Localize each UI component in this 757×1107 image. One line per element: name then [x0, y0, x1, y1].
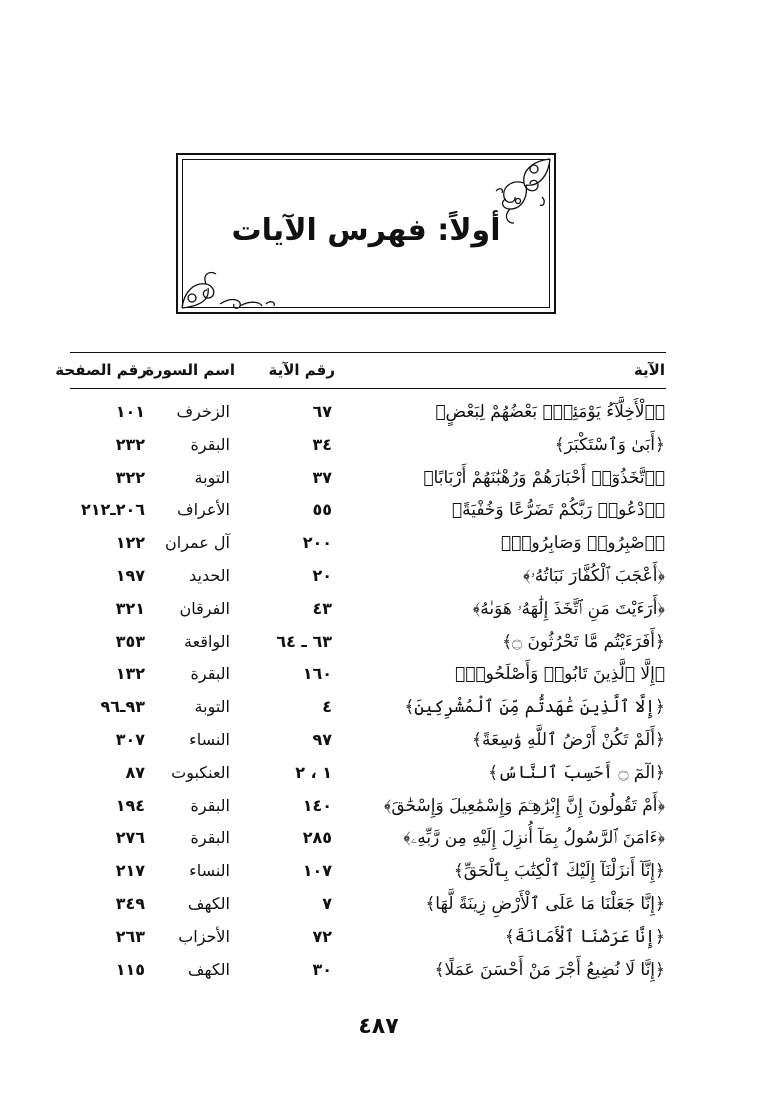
page-number: ٤٨٧ [358, 1014, 399, 1039]
surah-name: آل عمران [165, 533, 230, 553]
ayah-number: ٩٧ [312, 729, 332, 749]
ayah-text: ﴿إِلَّا ٱلَّذِينَ تَابُوا۟ وَأَصْلَحُوا۟﴾ [455, 664, 665, 685]
ayah-text: ﴿إِلَّا ٱلَّذِينَ عَٰهَدتُّم مِّنَ ٱلْمُشْرِكِينَ﴾ [404, 697, 665, 718]
table-row [0, 593, 757, 626]
surah-name: التوبة [194, 697, 230, 717]
table-row [0, 757, 757, 790]
surah-name: الأحزاب [178, 926, 230, 946]
ayah-text: ﴿إِنَّا لَا نُضِيعُ أَجْرَ مَنْ أَحْسَنَ عَمَلًا﴾ [434, 959, 665, 980]
ayah-text: ﴿ٱلْأَخِلَّآءُ يَوْمَئِذٍۭ بَعْضُهُمْ لِبَعْضٍ﴾ [435, 402, 665, 422]
ayah-text: ﴿أَلَمْ تَكُنْ أَرْضُ ٱللَّهِ وَٰسِعَةً﴾ [472, 729, 665, 750]
ayah-text: ﴿ٱصْبِرُوا۟ وَصَابِرُوا۟﴾ [500, 533, 665, 554]
ayah-number: ١٦٠ [302, 664, 332, 684]
title-frame [176, 153, 556, 314]
ayah-text: ﴿إِنَّآ أَنزَلْنَآ إِلَيْكَ ٱلْكِتَٰبَ بِٱلْحَقِّ﴾ [453, 861, 665, 882]
surah-name: البقرة [190, 795, 230, 815]
surah-name: الحديد [189, 565, 230, 585]
surah-name: النساء [189, 729, 230, 749]
surah-name: الواقعة [184, 631, 230, 651]
surah-name: الفرقان [179, 598, 230, 618]
page-ref: ٣٢٢ [115, 467, 145, 487]
ayah-text: ﴿ءَامَنَ ٱلرَّسُولُ بِمَآ أُنزِلَ إِلَيْهِ مِن رَّبِّهِۦ﴾ [403, 828, 665, 849]
table-row [0, 822, 757, 855]
ayah-number: ٣٧ [312, 467, 332, 487]
surah-name: البقرة [190, 664, 230, 684]
page-ref: ٢٣٢ [115, 434, 145, 454]
page-ref: ١٩٧ [115, 565, 145, 585]
page-ref: ٣٥٣ [115, 631, 145, 651]
page-ref: ١٠١ [115, 402, 145, 421]
page-ref: ٢٠٦ـ٢١٢ [80, 500, 145, 520]
page-ref: ١١٥ [115, 959, 145, 979]
table-row [0, 560, 757, 593]
table-row [0, 396, 757, 429]
table-header-rule [70, 388, 666, 389]
ayah-number: ٢٠٠ [302, 533, 332, 553]
surah-name: البقرة [190, 434, 230, 454]
ayah-text: ﴿إِنَّا جَعَلْنَا مَا عَلَى ٱلْأَرْضِ زِينَةً لَّهَا﴾ [425, 893, 665, 914]
surah-name: الزخرف [176, 402, 230, 421]
surah-name: الكهف [187, 959, 230, 979]
ayah-number: ١ ، ٢ [295, 762, 332, 782]
page-ref: ١٣٢ [115, 664, 145, 684]
page-ref: ٢٧٦ [115, 828, 145, 848]
ayah-number: ٤٣ [312, 598, 332, 618]
ayah-text: ﴿أَرَءَيْتَ مَنِ ٱتَّخَذَ إِلَٰهَهُۥ هَوَىٰهُ﴾ [472, 598, 665, 619]
table-row [0, 790, 757, 823]
table-row [0, 626, 757, 659]
page-ref: ٣٢١ [115, 598, 145, 618]
ayah-text: ﴿أَفَرَءَيْتُم مَّا تَحْرُثُونَ ۝﴾ [502, 631, 665, 652]
ayah-text: ﴿إِنَّا عَرَضْنَا ٱلْأَمَانَةَ﴾ [504, 926, 665, 947]
column-header-surah: اسم السورة [145, 361, 235, 379]
surah-name: البقرة [190, 828, 230, 848]
ayah-number: ٣٤ [312, 434, 332, 454]
ayah-number: ١٠٧ [302, 861, 332, 881]
surah-name: العنكبوت [171, 762, 230, 782]
table-row [0, 462, 757, 495]
page-ref: ٣٠٧ [115, 729, 145, 749]
ayah-number: ٢٨٥ [302, 828, 332, 848]
ayah-text: ﴿أَعْجَبَ ٱلْكُفَّارَ نَبَاتُهُۥ﴾ [523, 565, 665, 586]
column-header-ayah: الآية [633, 361, 665, 379]
ayah-text: ﴿ٱدْعُوا۟ رَبَّكُمْ تَضَرُّعًا وَخُفْيَةً﴾ [451, 500, 665, 521]
table-row [0, 888, 757, 921]
page-ref: ١٢٢ [115, 533, 145, 553]
page-ref: ٩٣ـ٩٦ [100, 697, 145, 717]
ayah-number: ٣٠ [312, 959, 332, 979]
table-row [0, 527, 757, 560]
column-header-page: رقم الصفحة [55, 361, 147, 379]
ayah-number: ٧ [322, 893, 332, 913]
ayah-number: ٦٧ [312, 402, 332, 421]
page-title: أولاً: فهرس الآيات [231, 213, 501, 248]
surah-name: الأعراف [177, 500, 230, 520]
ayah-number: ١٤٠ [302, 795, 332, 815]
page-ref: ٣٤٩ [115, 893, 145, 913]
surah-name: النساء [189, 861, 230, 881]
table-row [0, 921, 757, 954]
table-row [0, 954, 757, 987]
ayah-number: ٥٥ [312, 500, 332, 520]
ayah-text: ﴿أَبَىٰ وَٱسْتَكْبَرَ﴾ [554, 434, 665, 455]
column-header-number: رقم الآية [268, 361, 335, 379]
ayah-number: ٦٣ ـ ٦٤ [276, 631, 332, 651]
table-row [0, 429, 757, 462]
ayah-text: ﴿أَمْ تَقُولُونَ إِنَّ إِبْرَٰهِـۧمَ وَإِسْمَٰعِيلَ وَإِسْحَٰقَ﴾ [383, 795, 665, 816]
ayah-text: ﴿ٱتَّخَذُوٓا۟ أَحْبَارَهُمْ وَرُهْبَٰنَهُمْ أَرْبَابًا﴾ [423, 467, 665, 488]
ayah-number: ٢٠ [312, 565, 332, 585]
page-ref: ٢١٧ [115, 861, 145, 881]
surah-name: التوبة [194, 467, 230, 487]
table-row [0, 658, 757, 691]
corner-ornament-icon [180, 270, 280, 310]
table-row [0, 494, 757, 527]
table-top-rule [70, 352, 666, 353]
page-ref: ٢٦٣ [115, 926, 145, 946]
table-row [0, 724, 757, 757]
page-ref: ١٩٤ [115, 795, 145, 815]
ayah-number: ٧٢ [312, 926, 332, 946]
ayah-text: ﴿الٓمٓ ۝ أَحَسِبَ ٱلنَّاسُ﴾ [488, 762, 665, 783]
ayah-number: ٤ [322, 697, 332, 717]
ayah-index-table [0, 396, 757, 986]
table-row [0, 691, 757, 724]
surah-name: الكهف [187, 893, 230, 913]
page-ref: ٨٧ [125, 762, 145, 782]
table-row [0, 855, 757, 888]
